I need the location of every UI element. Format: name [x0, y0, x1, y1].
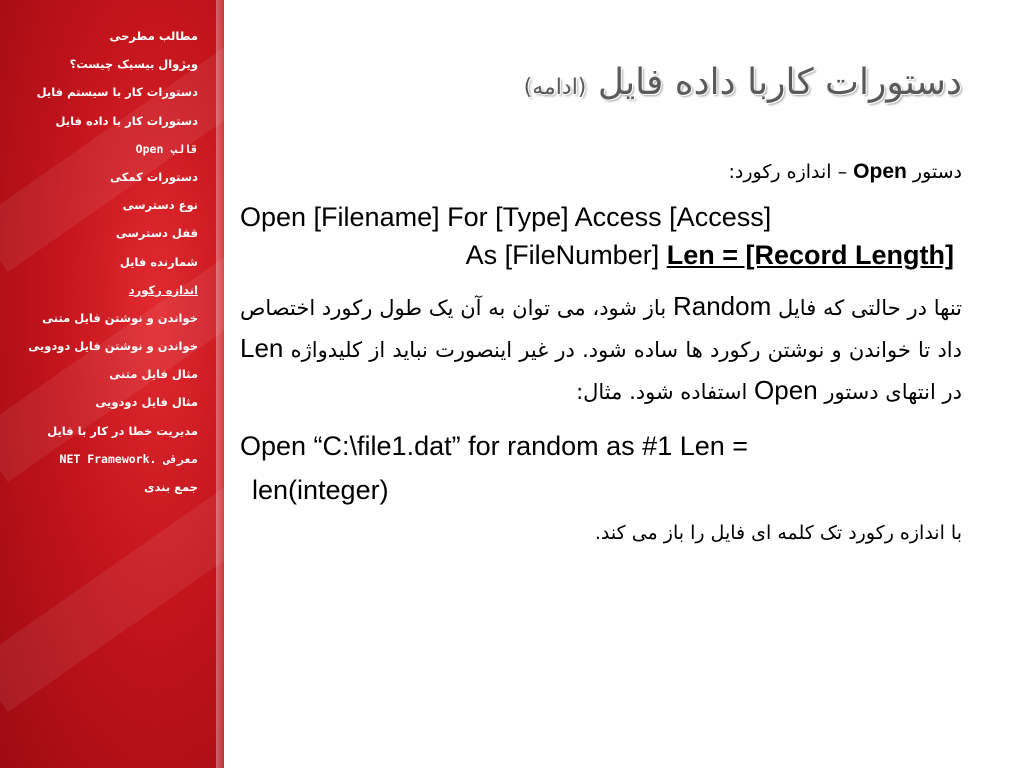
- sidebar-item-6[interactable]: نوع دسترسی: [122, 198, 198, 213]
- syntax-line2: [240, 236, 962, 274]
- sidebar-item-15[interactable]: معرفی .NET Framework: [59, 451, 198, 466]
- sidebar-item-8[interactable]: شمارنده فایل: [119, 254, 198, 269]
- sidebar-item-13[interactable]: مثال فایل دودویی: [95, 395, 198, 410]
- para-keyword-random: Random: [672, 291, 772, 321]
- para-text-2: باز شود، می توان به آن یک طول رکورد اختصاص داد تا خواندن و نوشتن رکورد ها ساده شود. در غیر اینصورت نباید از کلیدواژه: [240, 296, 962, 362]
- open-syntax: [240, 198, 962, 274]
- sidebar-item-9[interactable]: اندازه رکورد: [128, 282, 198, 297]
- para-keyword-len: Len: [240, 333, 284, 363]
- slide-title-suffix: (ادامه): [523, 75, 587, 100]
- sidebar-item-16[interactable]: جمع بندی: [143, 480, 198, 494]
- sidebar-item-1[interactable]: ویژوال بیسیک چیست؟: [69, 57, 198, 72]
- sidebar-item-10[interactable]: خواندن و نوشتن فایل متنی: [42, 310, 198, 325]
- sidebar-item-14[interactable]: مدیریت خطا در کار با فایل: [47, 423, 198, 438]
- intro-prefix: دستور: [912, 161, 962, 183]
- para-keyword-open: Open: [754, 375, 818, 405]
- sidebar-item-2[interactable]: دستورات کار با سیستم فایل: [36, 85, 198, 100]
- slide-content: [240, 160, 962, 544]
- sidebar-nav: [0, 22, 198, 501]
- sidebar-item-5[interactable]: دستورات کمکی: [110, 169, 198, 184]
- syntax-part2: As [FileNumber]: [465, 240, 660, 270]
- example-code: [240, 424, 962, 512]
- sidebar-decoration: [0, 468, 224, 712]
- sidebar-item-0[interactable]: مطالب مطرحی: [109, 29, 198, 43]
- para-text-3: در انتهای دستور: [824, 380, 962, 404]
- syntax-highlight: Len = [Record Length]: [666, 240, 954, 270]
- example-line1: Open “C:\file1.dat” for random as #1 Len =: [240, 431, 749, 461]
- explanation-paragraph: [240, 286, 962, 412]
- para-text-1: تنها در حالتی که فایل: [778, 296, 962, 320]
- sidebar-edge: [216, 0, 230, 768]
- sidebar-item-12[interactable]: مثال فایل متنی: [109, 367, 198, 382]
- slide-title-text: دستورات کاربا داده فایل: [597, 62, 962, 103]
- sidebar: [0, 0, 224, 768]
- example-note: با اندازه رکورد تک کلمه ای فایل را باز می کند.: [594, 522, 962, 544]
- example-line2: len(integer): [252, 475, 389, 505]
- intro-keyword: Open: [853, 160, 907, 183]
- intro-suffix: – اندازه رکورد:: [728, 161, 848, 183]
- slide-title: [240, 62, 962, 103]
- para-text-4: استفاده شود. مثال:: [576, 380, 748, 404]
- syntax-part1: Open [Filename] For [Type] Access [Access]: [240, 202, 772, 232]
- sidebar-item-11[interactable]: خواندن و نوشتن فایل دودویی: [28, 339, 198, 354]
- sidebar-item-7[interactable]: قفل دسترسی: [115, 226, 198, 241]
- sidebar-item-4[interactable]: قالب Open: [135, 141, 198, 156]
- intro-line: [240, 160, 962, 184]
- sidebar-item-3[interactable]: دستورات کار با داده فایل: [55, 113, 198, 128]
